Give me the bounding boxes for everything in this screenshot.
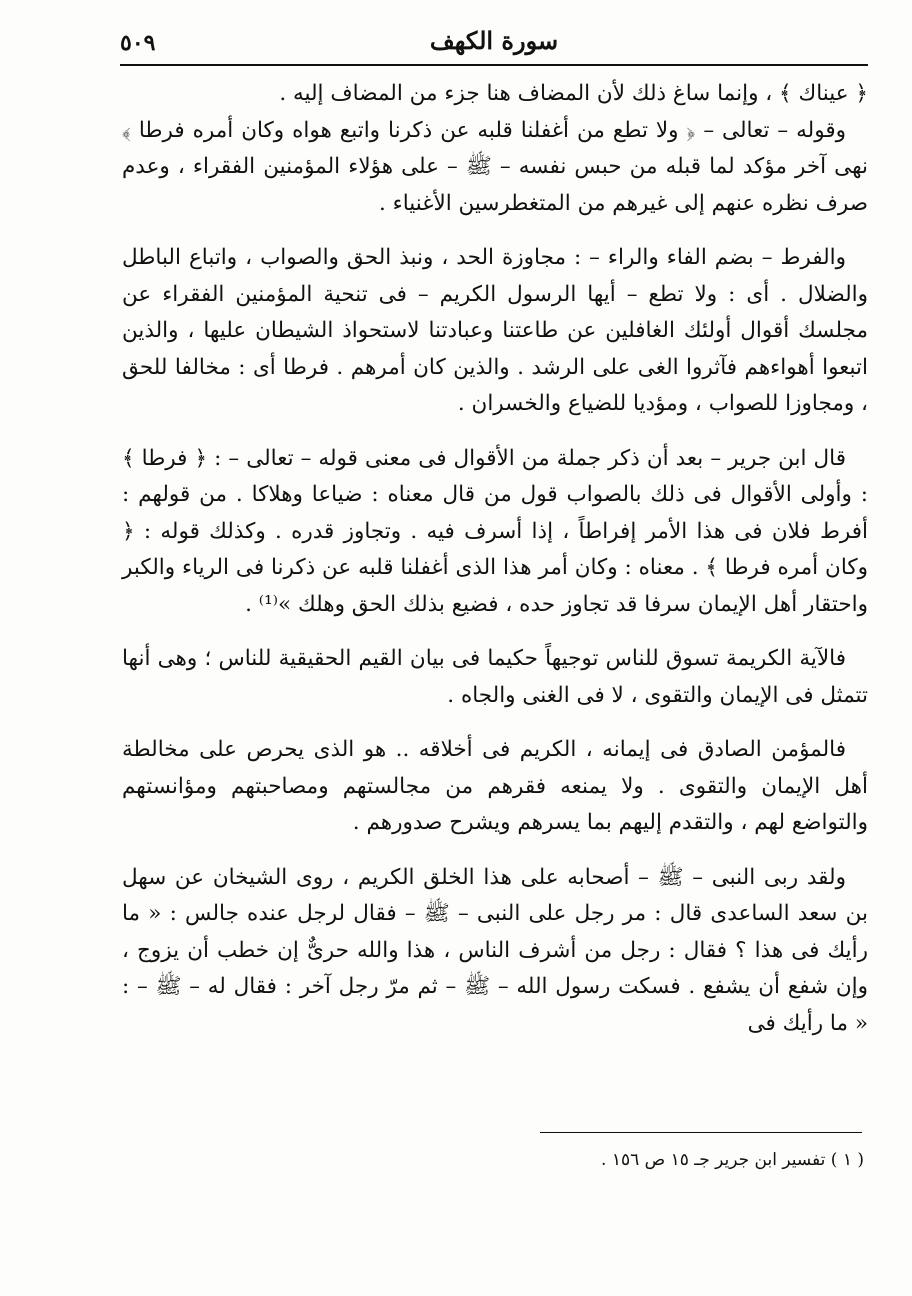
paragraph: قال ابن جرير – بعد أن ذكر جملة من الأقوال فى معنى قوله – تعالى – : ﴿ فرطا ﴾ : وأولى الأقوال فى ذلك بالصواب قول من قال معناه : ضياعا وهلاكا . من قولهم : أفرط فلان فى هذا الأمر إفراطاً ، إذا أسرف فيه . وتجاوز قدره . وكذلك قوله : ﴿ وكان أمره فرطا ﴾ . معناه : وكان أمر هذا الذى أغفلنا قلبه عن ذكرنا فى الرياء والكبر واحتقار أهل الإيمان سرفا قد تجاوز حده ، فضيع بذلك الحق وهلك »⁽¹⁾ .	[122, 445, 868, 617]
paragraph: ﴿ عيناك ﴾ ، وإنما ساغ ذلك لأن المضاف هنا جزء من المضاف إليه .	[279, 81, 868, 106]
paragraph: ولقد ربى النبى – ﷺ – أصحابه على هذا الخلق الكريم ، روى الشيخان عن سهل بن سعد الساعدى قال : مر رجل على النبى – ﷺ – فقال لرجل عنده جالس : « ما رأيك فى هذا ؟ فقال : رجل من أشرف الناس ، هذا والله حرىٌّ إن خطب أن يزوج ، وإن شفع أن يشفع . فسكت رسول الله – ﷺ – ثم مرّ رجل آخر : فقال له – ﷺ – : « ما رأيك فى	[122, 864, 868, 1036]
paragraph: وقوله – تعالى – ﴿ ولا تطع من أغفلنا قلبه عن ذكرنا واتبع هواه وكان أمره فرطا ﴾ نهى آخر مؤكد لما قبله من حبس نفسه – ﷺ – على هؤلاء المؤمنين الفقراء ، وعدم صرف نظره عنهم إلى غيرهم من المتغطرسين الأغنياء .	[122, 117, 868, 216]
surah-title: سورة الكهف	[429, 26, 559, 55]
footnote: ( ١ ) تفسير ابن جرير جـ ١٥ ص ١٥٦ .	[601, 1150, 864, 1170]
footnote-divider	[540, 1132, 862, 1133]
header-divider	[120, 64, 868, 66]
paragraph: فالآية الكريمة تسوق للناس توجيهاً حكيما فى بيان القيم الحقيقية للناس ؛ وهى أنها تتمثل فى الإيمان والتقوى ، لا فى الغنى والجاه .	[122, 646, 868, 708]
page-header	[120, 18, 868, 64]
paragraph: والفرط – بضم الفاء والراء – : مجاوزة الحد ، ونبذ الحق والصواب ، واتباع الباطل والضلال . أى : ولا تطع – أيها الرسول الكريم – فى تنحية المؤمنين الفقراء عن مجلسك أقوال أولئك الغافلين عن طاعتنا وعبادتنا لاستحواذ الشيطان عليها ، والذين اتبعوا أهواءهم فآثروا الغى على الرشد . والذين كان أمرهم . فرطا أى : مخالفا للحق ، ومجاوزا للصواب ، ومؤديا للضياع والخسران .	[122, 245, 868, 416]
page-body	[122, 76, 868, 1042]
page-number: ٥٠٩	[120, 30, 156, 56]
paragraph: فالمؤمن الصادق فى إيمانه ، الكريم فى أخلاقه .. هو الذى يحرص على مخالطة أهل الإيمان والتقوى . ولا يمنعه فقرهم من مجالستهم ومصاحبتهم ومؤانستهم والتواضع لهم ، والتقدم إليهم بما يسرهم ويشرح صدورهم .	[122, 737, 868, 835]
